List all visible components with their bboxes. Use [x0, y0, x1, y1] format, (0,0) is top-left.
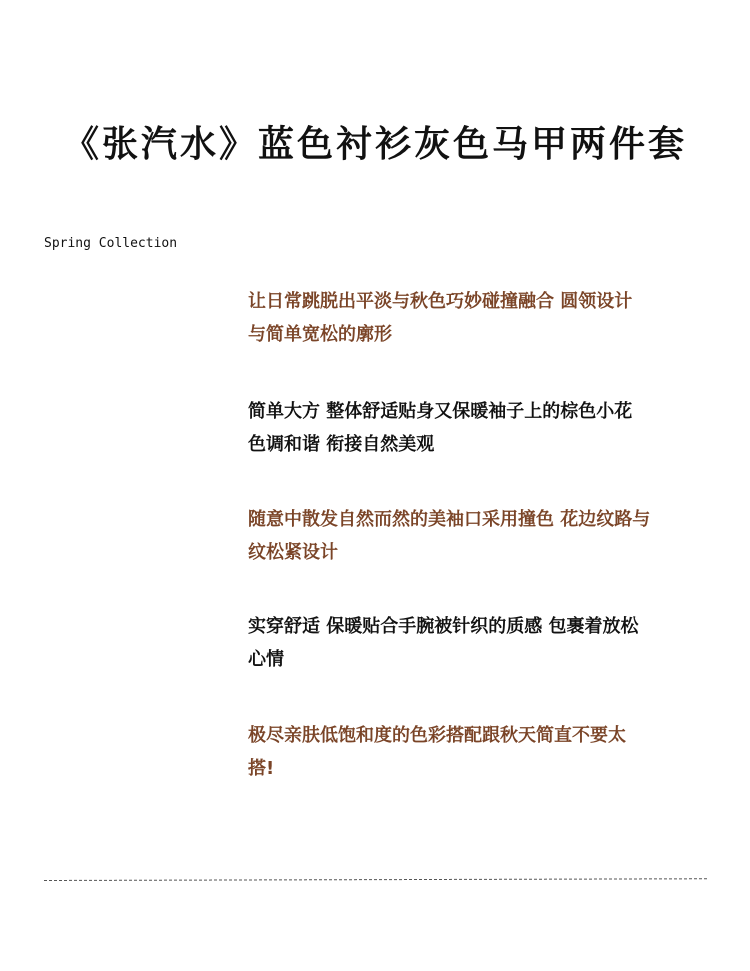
description-paragraph-4: [248, 610, 688, 676]
collection-subtitle: Spring Collection: [44, 236, 178, 251]
paragraph-1-line-1: 让日常跳脱出平淡与秋色巧妙碰撞融合 圆领设计: [248, 291, 633, 312]
description-paragraph-1: [248, 285, 688, 351]
page-title: 《张汽水》蓝色衬衫灰色马甲两件套: [62, 124, 687, 165]
description-paragraph-5: [248, 719, 688, 785]
paragraph-5-line-2: 搭!: [248, 758, 275, 779]
paragraph-3-line-2: 纹松紧设计: [248, 542, 338, 563]
paragraph-3-line-1: 随意中散发自然而然的美袖口采用撞色 花边纹路与: [248, 509, 651, 530]
paragraph-2-line-2: 色调和谐 衔接自然美观: [248, 434, 435, 455]
paragraph-4-line-2: 心情: [248, 649, 284, 670]
paragraph-2-line-1: 简单大方 整体舒适贴身又保暖袖子上的棕色小花: [248, 401, 633, 422]
paragraph-5-line-1: 极尽亲肤低饱和度的色彩搭配跟秋天简直不要太: [248, 725, 626, 746]
paragraph-4-line-1: 实穿舒适 保暖贴合手腕被针织的质感 包裹着放松: [248, 616, 639, 637]
dashed-divider: [44, 878, 707, 881]
paragraph-1-line-2: 与简单宽松的廓形: [248, 324, 392, 345]
description-paragraph-2: [248, 395, 688, 461]
description-paragraph-3: [248, 503, 688, 569]
